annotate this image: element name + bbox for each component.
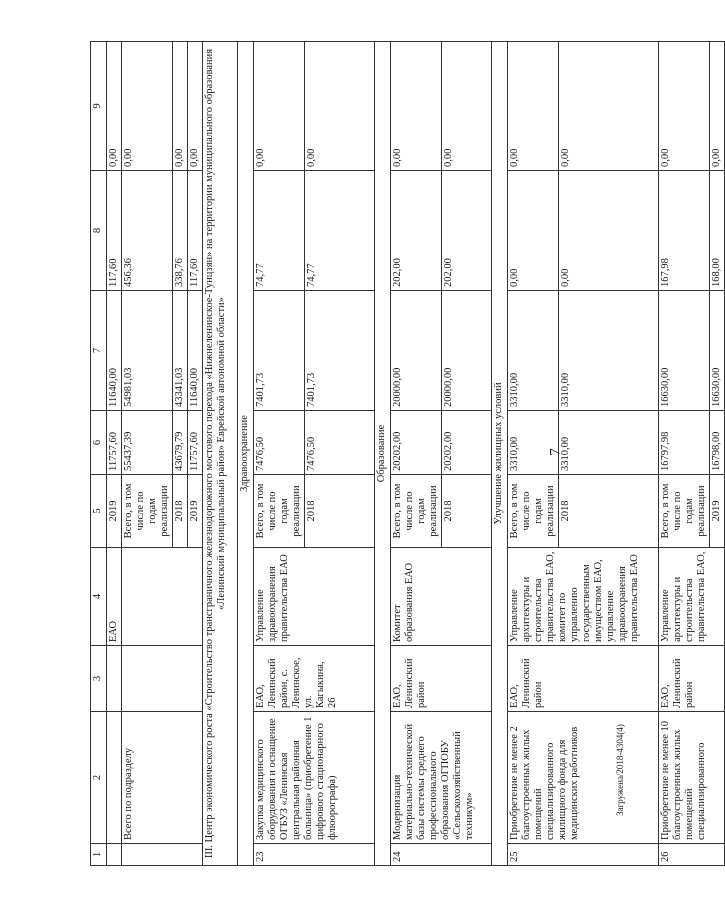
table-cell: 2019 [107,475,122,548]
subsection-row [492,42,508,866]
responsible-org: Управление архитектуры и строительства правительства ЕАО, комитет по управлению государственным имуществом ЕАО, управление здравоохранения правительства ЕАО [508,548,659,646]
table-cell: 74,77 [254,171,305,291]
table-row [391,42,442,866]
page-number: 7 [547,448,564,456]
table-cell: 168,00 [710,171,725,291]
table-cell: 7401,73 [305,291,375,411]
table-cell: 74,77 [305,171,375,291]
period-cell: 2018 [442,475,492,548]
table-cell: 3310,00 [559,411,659,475]
continued-row [107,42,122,866]
table-cell: 16630,00 [659,291,710,411]
section-header-row [203,42,238,866]
location-cell: ЕАО, Ленинский район [659,646,725,712]
location-cell: ЕАО, Ленинский район [508,646,659,712]
table-cell: 20202,00 [442,411,492,475]
responsible-org: Управление здравоохранения правительства ЕАО [254,548,375,646]
table-cell: 3310,00 [559,291,659,411]
table-cell: 0,00 [107,42,122,171]
period-cell: Всего, в том числе по годам реализации [391,475,442,548]
period-cell: 2018 [305,475,375,548]
period-cell: 2019 [710,475,725,548]
column-number: 2 [91,712,107,844]
table-cell: 0,00 [254,42,305,171]
table-cell: 55437,39 [122,411,173,475]
column-number: 6 [91,411,107,475]
table-cell: 11757,60 [188,411,203,475]
subsection-row [238,42,254,866]
section-title: III. Центр экономического роста «Строительство трансграничного железнодорожного мостового перехода «Нижнеленинское-Тунцзян» на территории муниципального образования «Ленинский муниципальный район» Еврейской автономной области» [203,42,238,866]
period-cell: Всего, в том числе по годам реализации [122,475,173,548]
table-row [659,42,710,866]
table-cell: 43341,03 [173,291,188,411]
table-cell: 3310,00 [508,411,559,475]
responsible-org: Управление архитектуры и строительства правительства ЕАО, [659,548,725,646]
subsection-title: Образование [375,42,391,866]
row-number: 25 [508,844,659,866]
row-number: 26 [659,844,725,866]
table-cell: 20202,00 [391,411,442,475]
table-cell: 117,60 [107,171,122,291]
table-row [122,42,173,866]
column-number: 1 [91,844,107,866]
table-cell: 20000,00 [442,291,492,411]
table-cell: 0,00 [173,42,188,171]
table-cell: 0,00 [442,42,492,171]
period-cell: 2018 [173,475,188,548]
column-number: 8 [91,171,107,291]
column-number: 3 [91,646,107,712]
table-cell: 202,00 [391,171,442,291]
column-number: 7 [91,291,107,411]
table-cell: 338,76 [173,171,188,291]
period-cell: Всего, в том числе по годам реализации [659,475,710,548]
table-row [508,42,559,866]
table-cell: 167,98 [659,171,710,291]
column-number-row [91,42,107,866]
subtotal-label: Всего по подразделу [122,712,203,844]
activity-name: Приобретение не менее 2 благоустроенных жилых помещений специализированного жилищного фонда для медицинских работников [508,712,659,844]
period-cell: 2019 [188,475,203,548]
period-cell: 2018 [559,475,659,548]
table-cell: 0,00 [659,42,710,171]
activity-name: Модернизация материально-технической базы системы среднего профессионального образования ОГПОБУ «Сельскохозяйственный техникум» [391,712,492,844]
table-cell: 7476,50 [254,411,305,475]
table-cell: 0,00 [710,42,725,171]
table-cell: 16797,98 [659,411,710,475]
row-number: 24 [391,844,492,866]
program-activities-table [90,41,725,866]
table-cell: 0,00 [559,171,659,291]
subsection-title: Здравоохранение [238,42,254,866]
subsection-title: Улучшение жилищных условий [492,42,508,866]
period-cell: Всего, в том числе по годам реализации [508,475,559,548]
subsection-row [375,42,391,866]
table-cell: 7401,73 [254,291,305,411]
table-cell: 16798,00 [710,411,725,475]
table-cell: 11640,00 [107,291,122,411]
row-number: 23 [254,844,375,866]
table-cell: 3310,00 [508,291,559,411]
table-cell: 20000,00 [391,291,442,411]
table-cell: 0,00 [559,42,659,171]
table-cell: ЕАО [107,548,122,646]
table-cell: 43679,79 [173,411,188,475]
table-cell: 0,00 [391,42,442,171]
table-cell: 0,00 [508,171,559,291]
table-row [254,42,305,866]
table-cell: 456,36 [122,171,173,291]
responsible-org: Комитет образования ЕАО [391,548,492,646]
activity-name: Приобретение не менее 10 благоустроенных жилых помещений специализированного [659,712,725,844]
table-cell: 0,00 [122,42,173,171]
table-cell: 16630,00 [710,291,725,411]
column-number: 9 [91,42,107,171]
location-cell: ЕАО, Ленинский район, с. Ленинское, ул. Кагыкина, 26 [254,646,375,712]
table-cell: 117,60 [188,171,203,291]
period-cell: Всего, в том числе по годам реализации [254,475,305,548]
table-cell: 0,00 [188,42,203,171]
table-cell: 54981,03 [122,291,173,411]
column-number: 4 [91,548,107,646]
table-cell: 202,00 [442,171,492,291]
location-cell: ЕАО, Ленинский район [391,646,492,712]
table-cell: 7476,50 [305,411,375,475]
table-cell: 11640,00 [188,291,203,411]
table-cell: 11757,60 [107,411,122,475]
table-cell: 0,00 [305,42,375,171]
table-cell: 0,00 [508,42,559,171]
activity-name: Закупка медицинского оборудования и оснащение ОГБУЗ «Ленинская центральная районная больница» (приобретение 1 цифрового стационарного флюорографа) [254,712,375,844]
document-registration-note: Загружена/2018-4304(4) [615,724,625,816]
column-number: 5 [91,475,107,548]
